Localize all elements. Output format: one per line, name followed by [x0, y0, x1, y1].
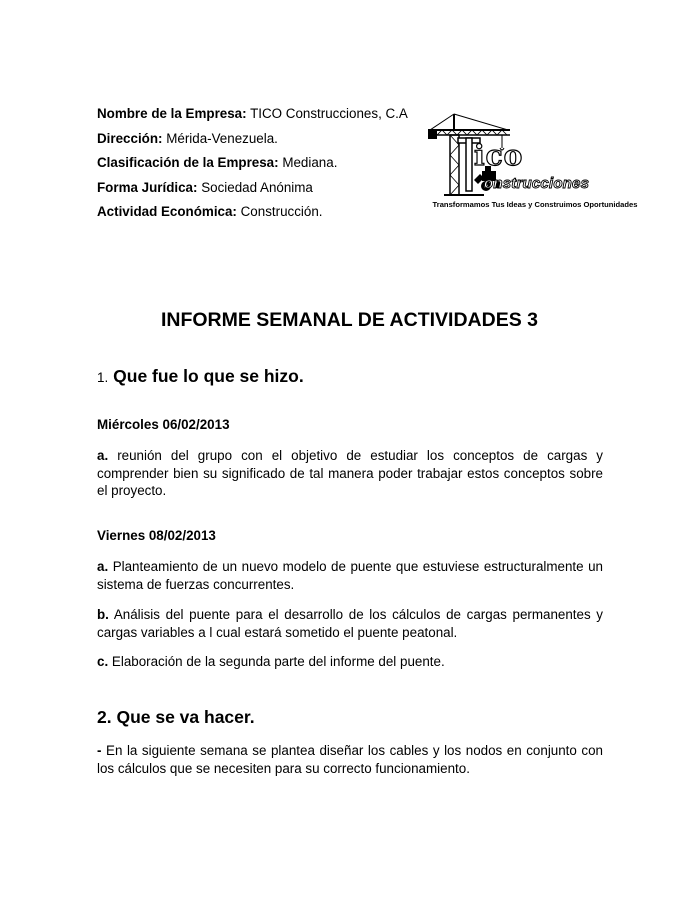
- section-1-number: 1.: [97, 370, 109, 385]
- item-text: Elaboración de la segunda parte del informe del puente.: [111, 654, 445, 669]
- company-activity-value: Construcción.: [240, 204, 323, 220]
- report-title: INFORME SEMANAL DE ACTIVIDADES 3: [160, 309, 539, 331]
- plan-item: [97, 742, 603, 777]
- company-legal-row: [97, 176, 408, 201]
- company-info: [97, 102, 408, 225]
- activity-item: [97, 558, 603, 593]
- logo-construcciones-text: onstrucciones: [484, 175, 590, 192]
- item-text: En la siguiente semana se plantea diseñar los cables y los nodos en conjunto con los cálculos que se necesiten para su correcto funcionamiento.: [97, 743, 603, 776]
- company-activity-label: Actividad Económica:: [97, 204, 237, 220]
- item-marker: a.: [97, 448, 109, 463]
- activity-item: [97, 606, 603, 641]
- item-text: Análisis del puente para el desarrollo de los cálculos de cargas permanentes y cargas variables a l cual estará sometido el puente peatonal.: [97, 607, 604, 640]
- company-activity-row: [97, 200, 408, 225]
- section-1-heading: [97, 366, 304, 387]
- company-name-label: Nombre de la Empresa:: [97, 106, 247, 121]
- company-name-row: [97, 102, 408, 127]
- company-address-value: Mérida-Venezuela.: [166, 130, 278, 146]
- item-text: Planteamiento de un nuevo modelo de puente que estuviese estructuralmente un sistema de fuerzas concurrentes.: [97, 559, 603, 592]
- company-legal-label: Forma Jurídica:: [97, 179, 198, 195]
- activity-item: [97, 447, 603, 500]
- company-class-row: [97, 151, 408, 176]
- company-logo: [424, 108, 646, 214]
- activity-item: [97, 653, 603, 671]
- company-address-label: Dirección:: [97, 130, 163, 146]
- item-marker: b.: [97, 607, 109, 622]
- section-1-title: Que fue lo que se hizo.: [113, 366, 304, 386]
- company-name-value: TICO Construcciones, C.A: [250, 106, 408, 121]
- item-text: reunión del grupo con el objetivo de estudiar los conceptos de cargas y comprender bien su significado de tal manera poder trabajar estos conceptos sobre el proyecto.: [97, 448, 603, 498]
- logo-tico-text: ico: [474, 139, 524, 172]
- company-class-value: Mediana.: [282, 155, 338, 171]
- company-address-row: [97, 127, 408, 152]
- crane-icon: [424, 108, 646, 214]
- item-marker: -: [97, 743, 102, 758]
- section-2-heading: 2. Que se va hacer.: [97, 707, 255, 727]
- item-marker: c.: [97, 654, 109, 669]
- day-heading-wednesday: Miércoles 06/02/2013: [97, 417, 230, 432]
- day-heading-friday: Viernes 08/02/2013: [97, 528, 216, 543]
- logo-slogan: Transformamos Tus Ideas y Construimos Oportunidades: [432, 200, 638, 209]
- company-legal-value: Sociedad Anónima: [201, 179, 313, 195]
- item-marker: a.: [97, 559, 109, 574]
- company-class-label: Clasificación de la Empresa:: [97, 155, 279, 171]
